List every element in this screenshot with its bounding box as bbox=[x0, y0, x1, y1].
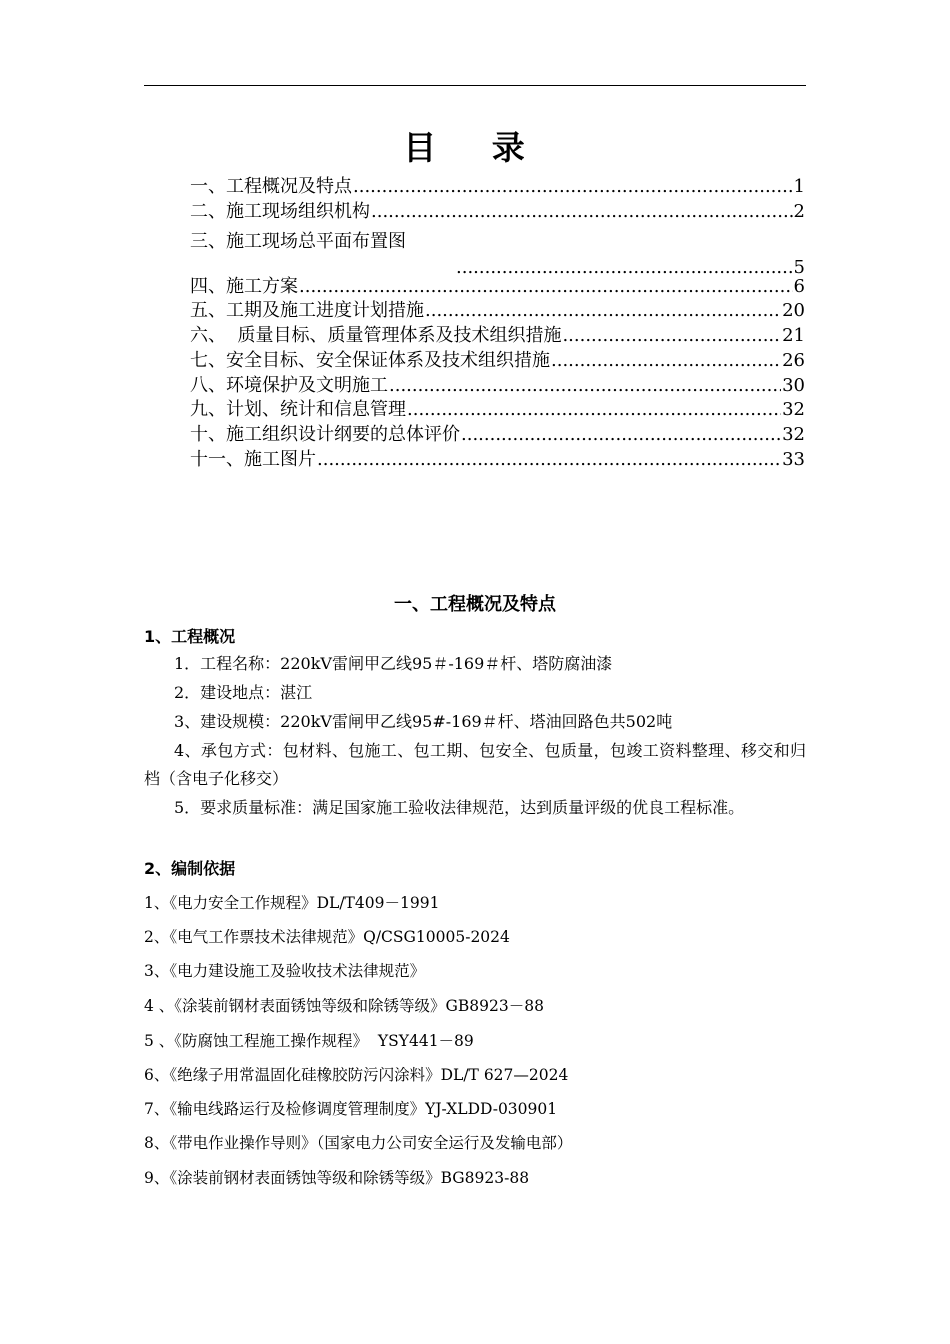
toc-entry[interactable] bbox=[190, 399, 805, 421]
overview-item: 2．建设地点：湛江 bbox=[174, 683, 313, 702]
toc-entry-label: 八、环境保护及文明施工 bbox=[190, 375, 388, 396]
overview-item: 4、承包方式：包材料、包施工、包工期、包安全、包质量，包竣工资料整理、移交和归档（含电子化移交） bbox=[144, 741, 806, 788]
toc-entry-label: 六、 质量目标、质量管理体系及技术组织措施 bbox=[190, 325, 562, 346]
toc-entry-label: 四、施工方案 bbox=[190, 276, 298, 297]
toc-entry[interactable] bbox=[190, 375, 805, 397]
toc-entry[interactable] bbox=[190, 325, 805, 347]
toc-leader bbox=[299, 276, 793, 298]
toc-leader bbox=[353, 176, 793, 198]
toc-leader bbox=[562, 325, 781, 347]
toc-entry-page: 5 bbox=[793, 257, 805, 278]
toc-entry[interactable] bbox=[190, 350, 805, 372]
overview-item: 1．工程名称：220kV雷闸甲乙线95＃-169＃杆、塔防腐油漆 bbox=[174, 654, 613, 673]
toc-entry[interactable] bbox=[190, 276, 805, 298]
toc-leader bbox=[317, 449, 781, 471]
toc-leader bbox=[425, 300, 781, 322]
toc-entry[interactable] bbox=[190, 424, 805, 446]
toc-entry-page: 32 bbox=[782, 424, 805, 445]
overview-item: 5．要求质量标准：满足国家施工验收法律规范，达到质量评级的优良工程标准。 bbox=[174, 798, 745, 817]
header-rule bbox=[144, 85, 806, 86]
toc-title: 目 录 bbox=[403, 128, 547, 167]
toc-entry-page: 26 bbox=[782, 350, 805, 371]
toc-entry-page: 1 bbox=[793, 176, 805, 197]
toc-entry-page: 32 bbox=[782, 399, 805, 420]
toc-leader bbox=[461, 424, 781, 446]
overview-item: 3、建设规模：220kV雷闸甲乙线95#-169＃杆、塔油回路色共502吨 bbox=[174, 712, 673, 731]
reference-item: 2、《电气工作票技术法律规范》Q/CSG10005-2024 bbox=[144, 928, 510, 946]
toc-leader bbox=[407, 399, 781, 421]
toc-entry-page: 21 bbox=[782, 325, 805, 346]
toc-leader bbox=[389, 375, 781, 397]
subsection-heading: 1、工程概况 bbox=[144, 627, 236, 646]
toc-entry[interactable] bbox=[190, 176, 805, 198]
toc-entry-page: 30 bbox=[782, 375, 805, 396]
toc-entry-label: 九、计划、统计和信息管理 bbox=[190, 399, 406, 420]
toc-entry-label: 七、安全目标、安全保证体系及技术组织措施 bbox=[190, 350, 550, 371]
toc-entry-label: 二、施工现场组织机构 bbox=[190, 201, 370, 222]
toc-entry-label: 十一、施工图片 bbox=[190, 449, 316, 470]
reference-item: 5 、《防腐蚀工程施工操作规程》 YSY441－89 bbox=[144, 1032, 474, 1050]
toc-entry-page: 33 bbox=[782, 449, 805, 470]
reference-item: 4 、《涂装前钢材表面锈蚀等级和除锈等级》GB8923－88 bbox=[144, 997, 544, 1015]
toc-leader bbox=[551, 350, 781, 372]
section-title: 一、工程概况及特点 bbox=[394, 594, 556, 615]
toc-entry-page: 2 bbox=[793, 201, 805, 222]
toc-entry-label: 一、工程概况及特点 bbox=[190, 176, 352, 197]
reference-item: 6、《绝缘子用常温固化硅橡胶防污闪涂料》DL/T 627—2024 bbox=[144, 1066, 569, 1084]
subsection-heading: 2、编制依据 bbox=[144, 859, 236, 878]
toc-entry[interactable] bbox=[190, 201, 805, 223]
reference-item: 3、《电力建设施工及验收技术法律规范》 bbox=[144, 962, 426, 980]
reference-item: 8、《带电作业操作导则》（国家电力公司安全运行及发输电部） bbox=[144, 1134, 573, 1152]
toc-entry-label: 五、工期及施工进度计划措施 bbox=[190, 300, 424, 321]
reference-item: 7、《输电线路运行及检修调度管理制度》YJ-XLDD-030901 bbox=[144, 1100, 558, 1118]
toc-leader bbox=[371, 201, 793, 223]
toc-entry-label: 三、施工现场总平面布置图 bbox=[190, 231, 406, 252]
toc-entry-page: 6 bbox=[793, 276, 805, 297]
toc-entry[interactable] bbox=[190, 231, 805, 278]
toc-entry[interactable] bbox=[190, 300, 805, 322]
toc-entry-page: 20 bbox=[782, 300, 805, 321]
reference-item: 1、《电力安全工作规程》DL/T409－1991 bbox=[144, 894, 440, 912]
toc-entry-label: 十、施工组织设计纲要的总体评价 bbox=[190, 424, 460, 445]
reference-item: 9、《涂装前钢材表面锈蚀等级和除锈等级》BG8923-88 bbox=[144, 1169, 530, 1187]
toc-entry[interactable] bbox=[190, 449, 805, 471]
